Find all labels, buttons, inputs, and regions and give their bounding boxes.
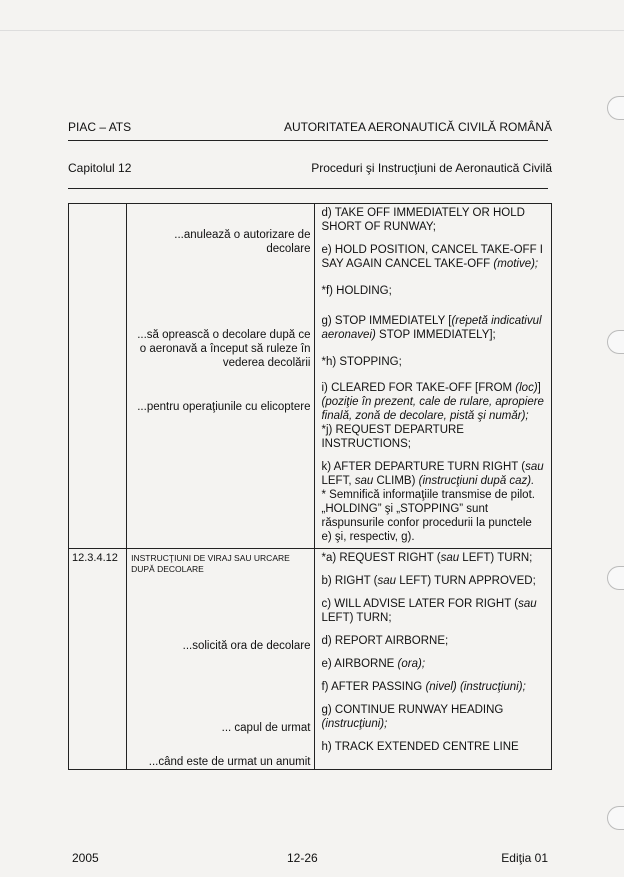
phrase-item: b) RIGHT (sau LEFT) TURN APPROVED;	[321, 575, 536, 587]
code-cell	[69, 549, 127, 770]
phrase-item: c) WILL ADVISE LATER FOR RIGHT (sau LEFT) TURN;	[321, 598, 537, 624]
circumstance-text: ...anulează o autorizare de decolare	[174, 229, 311, 255]
circumstance-text: ...solicită ora de decolare	[182, 640, 311, 652]
circumstance-text: ... capul de urmat	[221, 722, 311, 734]
phrase-cell	[315, 549, 552, 770]
phrase-item: k) AFTER DEPARTURE TURN RIGHT (sau LEFT, sau CLIMB) (instrucţiuni după caz).	[321, 461, 544, 487]
chapter-rule	[68, 188, 548, 189]
phrase-item: f) AFTER PASSING (nivel) (instrucţiuni);	[321, 681, 526, 693]
phraseology-table	[68, 203, 552, 770]
footer-year: 2005	[72, 851, 99, 865]
phrase-item: d) TAKE OFF IMMEDIATELY OR HOLD SHORT OF RUNWAY;	[321, 207, 525, 233]
scan-edge-line	[0, 30, 624, 31]
binder-hole	[607, 330, 624, 354]
circumstance-cell	[127, 204, 315, 549]
circumstance-text: ...să oprească o decolare după ce o aeronavă a început să ruleze în vederea decolării	[137, 329, 311, 369]
phrase-item: d) REPORT AIRBORNE;	[321, 635, 449, 647]
chapter-label: Capitolul 12	[68, 161, 132, 175]
code-cell	[69, 204, 127, 549]
header-rule	[68, 140, 548, 141]
org-short: PIAC – ATS	[68, 120, 132, 134]
circumstance-text: ...când este de urmat un anumit	[148, 756, 311, 768]
section-heading: INSTRUCŢIUNI DE VIRAJ SAU URCARE DUPĂ DECOLARE	[131, 553, 290, 574]
phrase-item: *h) STOPPING;	[321, 356, 402, 368]
pilot-note: * Semnifică informaţiile transmise de pilot. „HOLDING” şi „STOPPING” sunt răspunsurile confor procedurii la punctele e) şi, respectiv, g).	[321, 489, 535, 543]
phrase-item: g) CONTINUE RUNWAY HEADING (instrucţiuni);	[321, 704, 504, 730]
phrase-item: *a) REQUEST RIGHT (sau LEFT) TURN;	[321, 552, 533, 564]
circumstance-text: ...pentru operaţiunile cu elicoptere	[137, 401, 311, 413]
phrase-cell	[315, 204, 552, 549]
phrase-item: h) TRACK EXTENDED CENTRE LINE	[321, 741, 519, 753]
binder-hole	[607, 566, 624, 590]
section-title: Proceduri şi Instrucţiuni de Aeronautică Civilă	[311, 161, 552, 175]
phrase-item: i) CLEARED FOR TAKE-OFF [FROM (loc)] (poziţie în prezent, cale de rulare, apropiere finală, zonă de decolare, pistă şi număr);	[321, 382, 544, 422]
binder-hole	[607, 96, 624, 120]
circumstance-cell	[127, 549, 315, 770]
phrase-item: e) HOLD POSITION, CANCEL TAKE-OFF I SAY AGAIN CANCEL TAKE-OFF (motive);	[321, 244, 543, 270]
phrase-item: *f) HOLDING;	[321, 285, 392, 297]
phrase-item: g) STOP IMMEDIATELY [(repetă indicativul aeronavei) STOP IMMEDIATELY];	[321, 315, 542, 341]
org-full: AUTORITATEA AERONAUTICĂ CIVILĂ ROMÂNĂ	[283, 120, 552, 134]
section-code: 12.3.4.12	[72, 552, 118, 564]
binder-hole	[607, 806, 624, 830]
table-row	[69, 549, 552, 770]
table-row	[69, 204, 552, 549]
phrase-item: *j) REQUEST DEPARTURE INSTRUCTIONS;	[321, 424, 464, 450]
footer-edition: Ediţia 01	[501, 851, 548, 865]
phrase-item: e) AIRBORNE (ora);	[321, 658, 426, 670]
page-number: 12-26	[287, 851, 318, 865]
